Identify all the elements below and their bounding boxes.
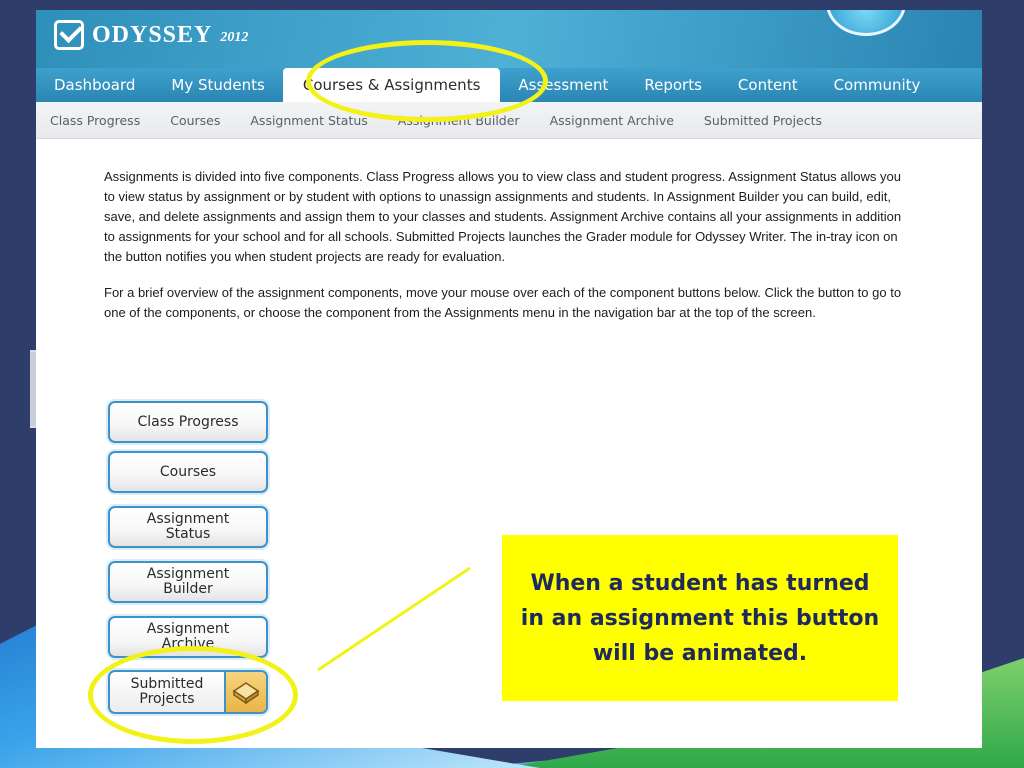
button-highlight-ring [88, 646, 298, 744]
callout-box [502, 535, 898, 701]
subnav-assignment-status[interactable]: Assignment Status [250, 112, 368, 128]
intro-paragraph: Assignments is divided into five components. Class Progress allows you to view class and student progress. Assignment Status allows you to view status by assignment or by student with options to unassign assignments and students. In Assignment Builder you can build, edit, save, and delete assignments and assign them to your classes and students. Assignment Archive contains all your assignments in addition to assignments for your school and for all schools. Submitted Projects launches the Grader module for Odyssey Writer. The in-tray icon on the button notifies you when student projects are ready for evaluation. [104, 169, 902, 264]
assignment-status-label-line2: Status [165, 526, 211, 542]
class-progress-button[interactable] [108, 401, 268, 443]
subnav-class-progress[interactable]: Class Progress [50, 112, 141, 128]
instructions-paragraph: For a brief overview of the assignment components, move your mouse over each of the component buttons below. Click the button to go to one of the components, or choose the component from the Assignments menu in the navigation bar at the top of the screen. [104, 285, 902, 320]
assignment-status-button[interactable] [108, 506, 268, 548]
courses-button[interactable] [108, 451, 268, 493]
callout-text: When a student has turned in an assignment this button will be animated. [520, 570, 880, 666]
submitted-projects-label-line1: Submitted [130, 676, 204, 692]
assignment-builder-label-line2: Builder [163, 581, 213, 597]
assignment-status-label-line1: Assignment [146, 511, 230, 527]
class-progress-label: Class Progress [137, 413, 239, 430]
nav-assessment[interactable]: Assessment [518, 76, 609, 94]
logo-text: ODYSSEY [92, 21, 213, 48]
assignment-builder-label-line1: Assignment [146, 566, 230, 582]
nav-dashboard[interactable]: Dashboard [54, 76, 136, 94]
globe-icon [826, 10, 906, 36]
courses-label: Courses [159, 463, 217, 480]
subnav-submitted-projects[interactable]: Submitted Projects [703, 112, 823, 128]
logo-year: 2012 [220, 30, 249, 45]
nav-courses-assignments[interactable]: Courses & Assignments [283, 68, 501, 102]
assignment-archive-label-line1: Assignment [146, 621, 230, 637]
nav-my-students[interactable]: My Students [171, 76, 265, 94]
assignment-builder-button[interactable] [108, 561, 268, 603]
subnav-assignment-archive[interactable]: Assignment Archive [549, 112, 674, 128]
nav-content[interactable]: Content [737, 76, 798, 94]
nav-reports[interactable]: Reports [644, 76, 702, 94]
main-content [36, 139, 906, 323]
odyssey-logo[interactable] [54, 20, 248, 50]
nav-community[interactable]: Community [833, 76, 921, 94]
subnav-courses[interactable]: Courses [170, 112, 221, 128]
submitted-projects-label-line2: Projects [139, 691, 195, 707]
nav-highlight-ring [306, 40, 548, 122]
subnav-assignment-builder[interactable]: Assignment Builder [397, 112, 520, 128]
checkmark-logo-icon [54, 20, 84, 50]
assignment-archive-label-line2: Archive [161, 636, 215, 652]
